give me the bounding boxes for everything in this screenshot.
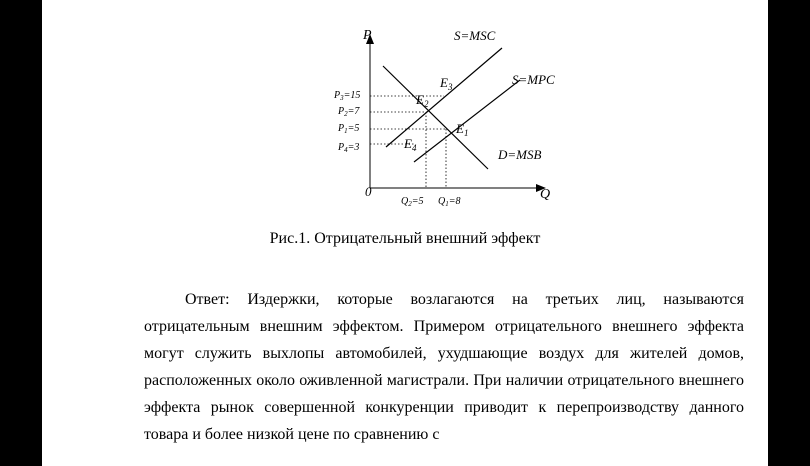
q2-label: $Q_2=5$	[401, 196, 424, 208]
document-page	[42, 0, 768, 466]
msc-label: S=MSC	[454, 28, 496, 43]
answer-text: Ответ: Издержки, которые возлагаются на третьих лиц, называются отрицательным внешним эффектом. Примером отрицательного внешнего эффекта могут служить выхлопы автомобилей, ухудшающие воздух для жителей домов, расположенных около оживленной магистрали. При наличии отрицательного внешнего эффекта рынок совершенной конкуренции приводит к перепроизводству данного товара и более низкой цене по сравнению с	[144, 291, 744, 443]
origin-label: 0	[365, 184, 372, 199]
q-axis-label: Q	[540, 187, 551, 202]
left-margin-bar	[0, 0, 42, 466]
mpc-label: S=MPC	[512, 72, 555, 87]
q1-label: $Q_1=8$	[438, 196, 461, 208]
p1-label: $P_1=5$	[338, 123, 360, 135]
externality-diagram	[42, 0, 768, 225]
e4-label: $E_4$	[404, 136, 417, 153]
e1-label: $E_1$	[456, 121, 469, 138]
figure-caption: Рис.1. Отрицательный внешний эффект	[269, 230, 541, 247]
answer-paragraph	[144, 286, 744, 448]
e2-label: $E_2$	[416, 92, 429, 109]
p3-label: $P_3=15$	[334, 90, 361, 102]
right-margin-bar	[768, 0, 810, 466]
p2-label: $P_2=7$	[338, 106, 360, 118]
p-axis-label: P	[363, 28, 372, 43]
msb-label: D=MSB	[498, 147, 542, 162]
msc-curve	[386, 48, 502, 147]
p4-label: $P_4=3$	[338, 142, 360, 154]
e3-label: $E_3$	[440, 75, 453, 92]
